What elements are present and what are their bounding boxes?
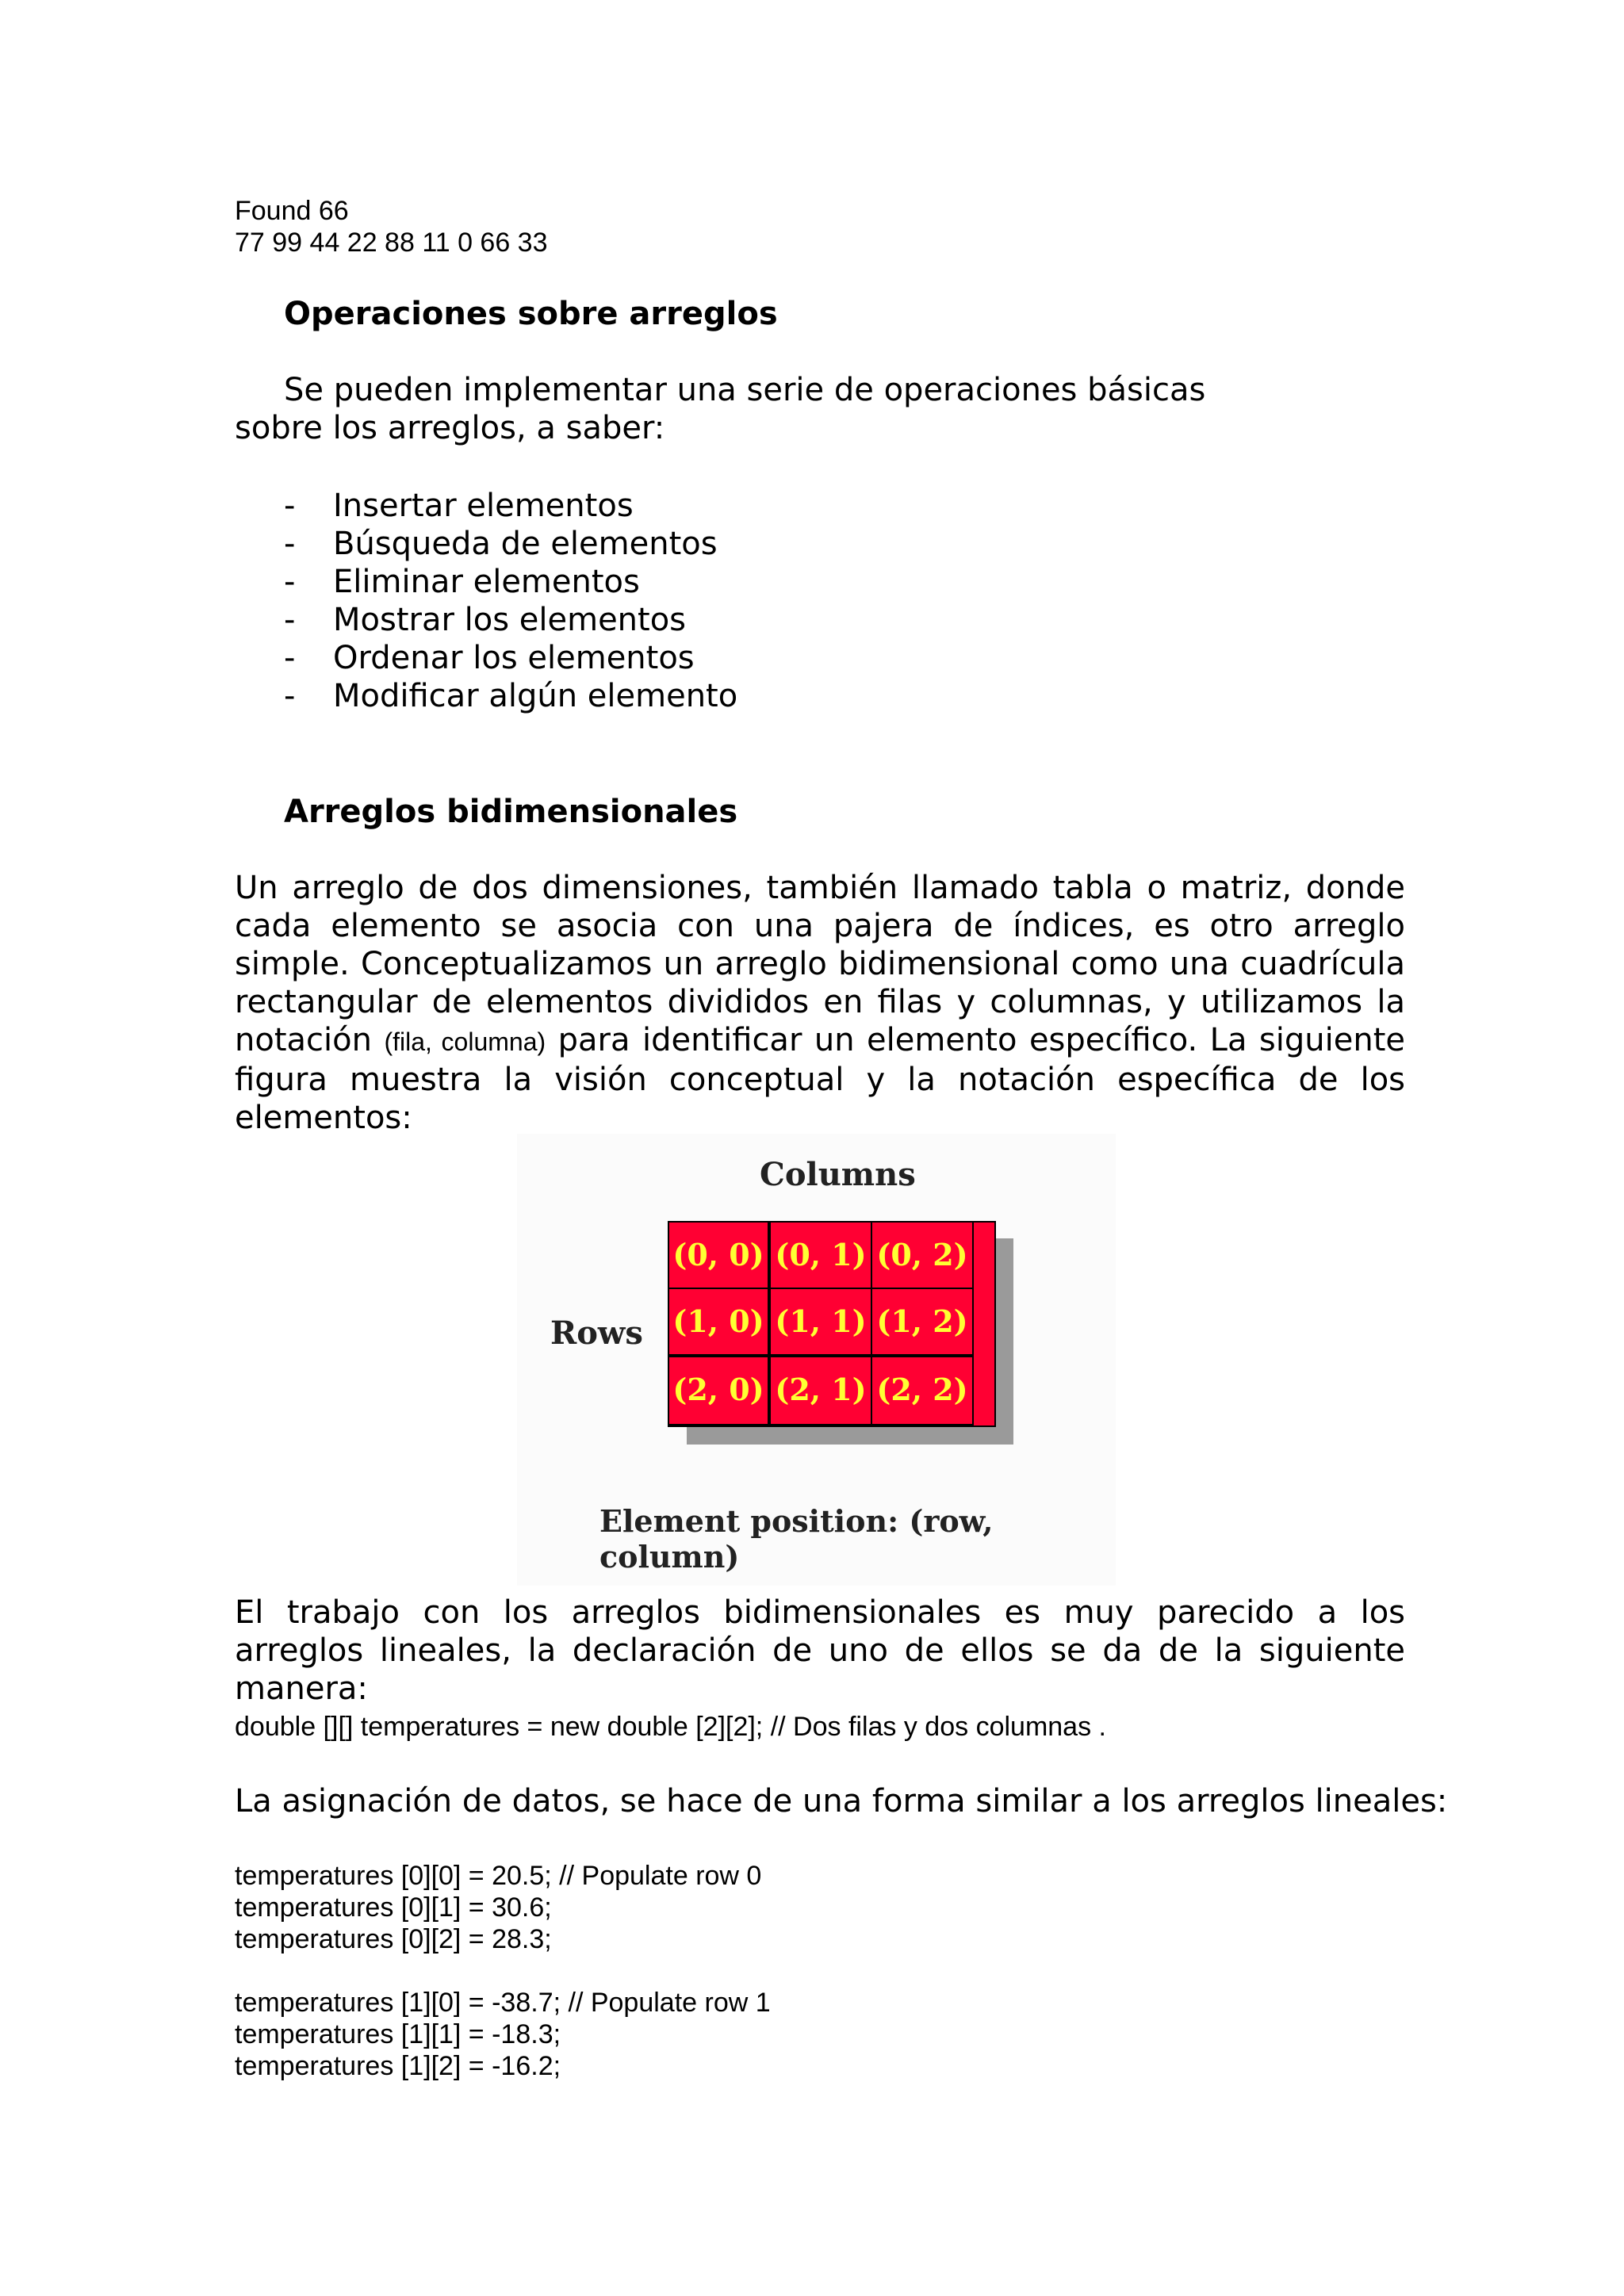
bullet-dash: - xyxy=(284,678,296,714)
after-figure-paragraph: El trabajo con los arreglos bidimensionales es muy parecido a los arreglos lineales, la declaración de uno de ellos se da de la siguiente manera: xyxy=(235,1594,1405,1707)
bullet-dash: - xyxy=(284,602,296,638)
bullet-dash: - xyxy=(284,526,296,562)
grid-cell: (2, 0) xyxy=(668,1356,769,1425)
list-item xyxy=(284,525,998,563)
list-item xyxy=(284,601,998,639)
list-item-text: Búsqueda de elementos xyxy=(333,526,718,562)
figure-columns-label: Columns xyxy=(760,1156,916,1193)
code-block-row0 xyxy=(235,1860,761,1955)
grid-cell: (1, 1) xyxy=(769,1288,872,1356)
array-figure xyxy=(517,1134,1116,1586)
found-line: Found 66 xyxy=(235,196,349,226)
code-line: temperatures [0][2] = 28.3; xyxy=(235,1924,552,1954)
code-line: temperatures [1][1] = -18.3; xyxy=(235,2019,561,2049)
list-item xyxy=(284,639,998,677)
code-line: temperatures [0][1] = 30.6; xyxy=(235,1892,552,1923)
operations-list xyxy=(284,487,998,715)
list-item-text: Ordenar los elementos xyxy=(333,640,695,676)
code-line: temperatures [1][2] = -16.2; xyxy=(235,2051,561,2081)
section-title-operations: Operaciones sobre arreglos xyxy=(284,296,778,332)
bidimensional-paragraph xyxy=(235,869,1405,1137)
paragraph-text-1: Un arreglo de dos dimensiones, también llamado tabla o matriz, donde cada elemento se asocia con una pajera de índices, es otro arreglo simple. Conceptualizamos un arreglo bidimensional como una cuadrícula rectangular de elementos divididos en filas y columnas, y utilizamos la notación xyxy=(235,870,1405,1058)
list-item-text: Eliminar elementos xyxy=(333,564,640,600)
figure-rows-label: Rows xyxy=(550,1314,643,1352)
list-item xyxy=(284,563,998,601)
grid-cell: (2, 2) xyxy=(871,1356,974,1425)
code-block-row1 xyxy=(235,1987,771,2082)
list-item xyxy=(284,677,998,715)
paragraph-small-notation: (fila, columna) xyxy=(384,1027,546,1056)
declaration-code: double [][] temperatures = new double [2][2]; // Dos filas y dos columnas . xyxy=(235,1712,1106,1742)
grid-cell: (1, 0) xyxy=(668,1288,769,1356)
bullet-dash: - xyxy=(284,564,296,600)
bullet-dash: - xyxy=(284,640,296,676)
grid-cell: (0, 2) xyxy=(871,1221,974,1289)
grid-cell: (0, 0) xyxy=(668,1221,769,1289)
bullet-dash: - xyxy=(284,488,296,524)
grid-cell: (1, 2) xyxy=(871,1288,974,1356)
list-item-text: Mostrar los elementos xyxy=(333,602,687,638)
grid-cell: (2, 1) xyxy=(769,1356,872,1425)
code-line: temperatures [1][0] = -38.7; // Populate row 1 xyxy=(235,1988,771,2018)
code-line: temperatures [0][0] = 20.5; // Populate row 0 xyxy=(235,1861,762,1891)
assignment-intro: La asignación de datos, se hace de una forma similar a los arreglos lineales: xyxy=(235,1783,1448,1820)
operations-intro: Se pueden implementar una serie de operaciones básicas sobre los arreglos, a saber: xyxy=(235,372,1206,446)
grid-cell: (0, 1) xyxy=(769,1221,872,1289)
section-title-bidimensional: Arreglos bidimensionales xyxy=(284,794,738,830)
numbers-line: 77 99 44 22 88 11 0 66 33 xyxy=(235,228,548,258)
paragraph-text-2: para identificar un elemento específico. La siguiente figura muestra la visión conceptual y la notación específica de los elementos: xyxy=(235,1022,1405,1136)
figure-caption: Element position: (row, column) xyxy=(599,1503,994,1575)
list-item-text: Modificar algún elemento xyxy=(333,678,738,714)
list-item-text: Insertar elementos xyxy=(333,488,634,524)
list-item xyxy=(284,487,998,525)
